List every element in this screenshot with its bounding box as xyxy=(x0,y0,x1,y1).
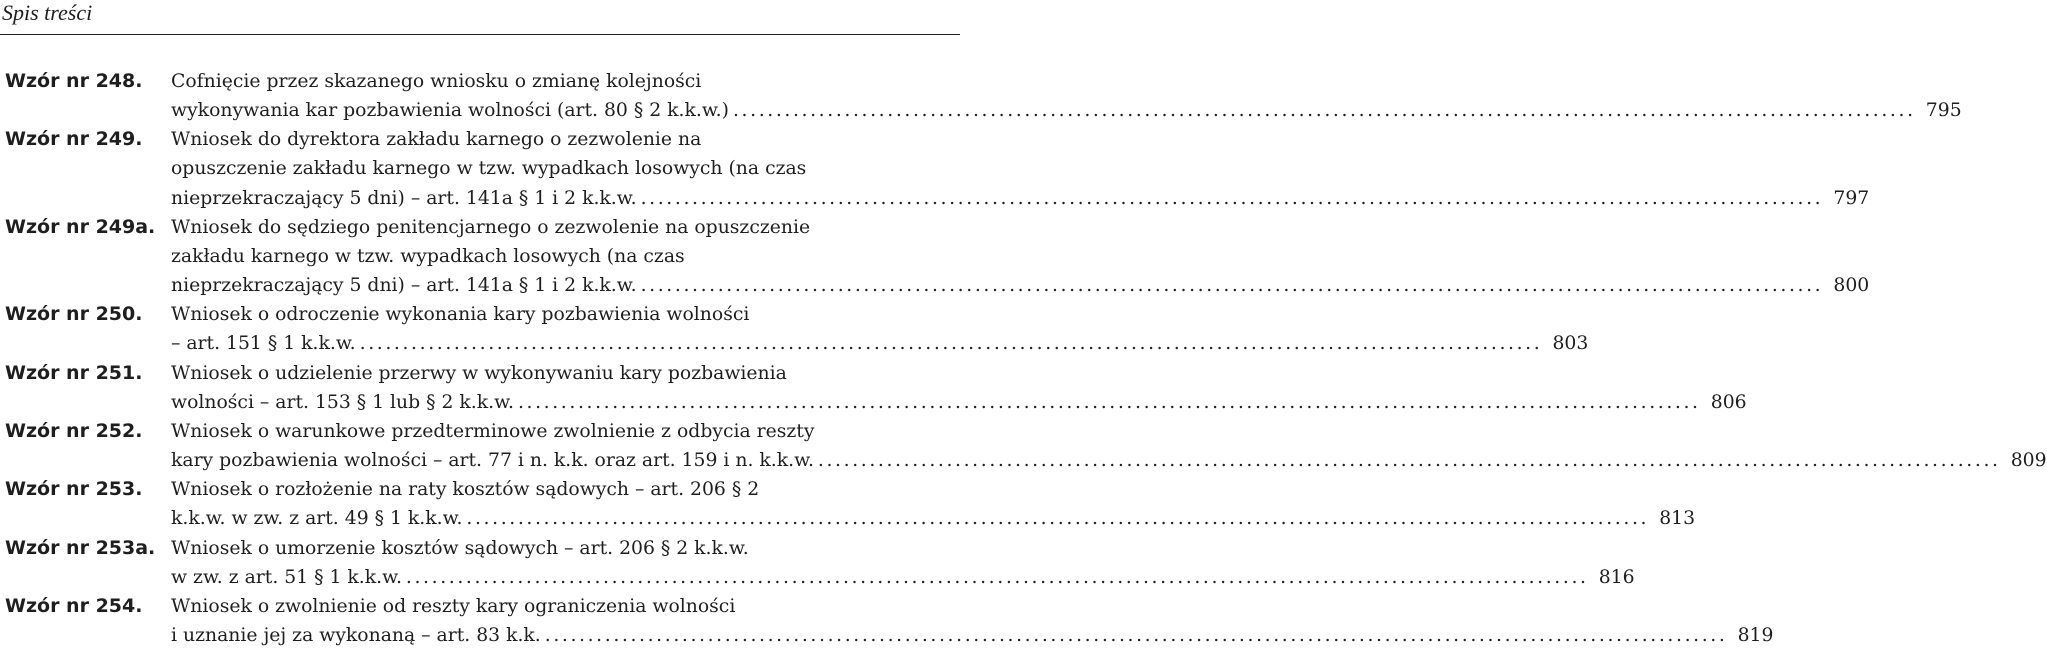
toc-entry-line-text: w zw. z art. 51 § 1 k.k.w. xyxy=(171,566,402,588)
toc-entry-line xyxy=(171,563,1635,592)
toc-entry-number: Wzór nr 251. xyxy=(5,361,143,384)
toc-entry[interactable] xyxy=(5,359,1747,417)
toc-entry-line xyxy=(171,271,1869,300)
toc-page-number[interactable]: 816 xyxy=(1598,566,1635,588)
toc-entry-line xyxy=(171,242,1869,271)
toc-entry-number: Wzór nr 248. xyxy=(5,70,143,92)
toc-entry-line-text: – art. 151 § 1 k.k.w. xyxy=(171,333,356,355)
dot-leader: .......................................................................................................................................... xyxy=(517,391,1701,413)
toc-page-number[interactable]: 795 xyxy=(1925,100,1962,122)
toc-page-number[interactable]: 797 xyxy=(1833,187,1870,209)
toc-entry-number: Wzór nr 253. xyxy=(5,478,143,501)
toc-entry-line xyxy=(171,446,2047,475)
page-header-title: Spis treści xyxy=(2,0,93,25)
toc-entry-title xyxy=(171,213,1869,300)
toc-entry[interactable] xyxy=(5,67,1962,125)
toc-entry[interactable] xyxy=(5,534,1635,592)
toc-entry-line-text: opuszczenie zakładu karnego w tzw. wypadkach losowych (na czas xyxy=(171,158,807,180)
toc-entry-line-text: nieprzekraczający 5 dni) – art. 141a § 1 i 2 k.k.w. xyxy=(171,275,637,297)
toc-entry-title xyxy=(171,534,1635,592)
toc-entry-line xyxy=(171,125,1869,154)
toc-entry-title xyxy=(171,475,1695,533)
dot-leader: .......................................................................................................................................... xyxy=(640,187,1824,209)
header-divider xyxy=(0,34,960,35)
toc-entry-line xyxy=(171,475,1695,504)
toc-entry-number: Wzór nr 254. xyxy=(5,594,143,617)
toc-entry[interactable] xyxy=(5,592,1774,650)
toc-entry-line xyxy=(171,388,1747,417)
table-of-contents xyxy=(5,67,2047,650)
toc-entry-line-text: Wniosek o udzielenie przerwy w wykonywaniu kary pozbawienia xyxy=(171,362,787,384)
dot-leader: .......................................................................................................................................... xyxy=(544,624,1728,646)
toc-entry[interactable] xyxy=(5,417,2047,475)
toc-entry-title xyxy=(171,359,1747,417)
toc-entry-line xyxy=(171,300,1588,329)
toc-entry-line xyxy=(171,592,1773,621)
toc-page-number[interactable]: 800 xyxy=(1833,275,1870,297)
toc-entry-line-text: Wniosek do sędziego penitencjarnego o zezwolenie na opuszczenie xyxy=(171,216,811,238)
toc-entry-line-text: nieprzekraczający 5 dni) – art. 141a § 1 i 2 k.k.w. xyxy=(171,187,637,209)
toc-entry-line xyxy=(171,184,1869,213)
toc-entry[interactable] xyxy=(5,125,1870,212)
toc-page-number[interactable]: 806 xyxy=(1710,391,1747,413)
toc-entry-number: Wzór nr 250. xyxy=(5,303,143,326)
toc-entry-line-text: Wniosek o odroczenie wykonania kary pozbawienia wolności xyxy=(171,304,750,326)
toc-entry-number: Wzór nr 253a. xyxy=(5,536,156,559)
toc-page-number[interactable]: 803 xyxy=(1552,333,1589,355)
toc-entry-line-text: kary pozbawienia wolności – art. 77 i n. k.k. oraz art. 159 i n. k.k.w. xyxy=(171,450,814,472)
toc-entry[interactable] xyxy=(5,213,1870,300)
toc-entry-line-text: i uznanie jej za wykonaną – art. 83 k.k. xyxy=(171,624,541,646)
toc-page-number[interactable]: 813 xyxy=(1659,508,1696,530)
toc-entry-line-text: zakładu karnego w tzw. wypadkach losowych (na czas xyxy=(171,245,685,267)
toc-page-number[interactable]: 809 xyxy=(2010,450,2047,472)
toc-entry-title xyxy=(171,67,1962,125)
dot-leader: .......................................................................................................................................... xyxy=(359,333,1543,355)
toc-entry-line xyxy=(171,417,2047,446)
dot-leader: .......................................................................................................................................... xyxy=(817,450,2001,472)
toc-entry-line xyxy=(171,329,1588,358)
toc-entry[interactable] xyxy=(5,300,1589,358)
toc-entry-line-text: wykonywania kar pozbawienia wolności (art. 80 § 2 k.k.w.) xyxy=(171,100,729,122)
toc-entry-number: Wzór nr 249. xyxy=(5,128,143,151)
toc-entry-line-text: Wniosek o warunkowe przedterminowe zwolnienie z odbycia reszty xyxy=(171,420,815,442)
toc-entry[interactable] xyxy=(5,475,1696,533)
dot-leader: .......................................................................................................................................... xyxy=(405,566,1589,588)
toc-entry-line-text: Wniosek do dyrektora zakładu karnego o zezwolenie na xyxy=(171,129,702,151)
toc-entry-line-text: k.k.w. w zw. z art. 49 § 1 k.k.w. xyxy=(171,508,463,530)
toc-entry-line xyxy=(171,213,1869,242)
toc-entry-line-text: Wniosek o umorzenie kosztów sądowych – art. 206 § 2 k.k.w. xyxy=(171,537,749,559)
toc-entry-number: Wzór nr 252. xyxy=(5,419,143,442)
toc-entry-line-text: Wniosek o rozłożenie na raty kosztów sądowych – art. 206 § 2 xyxy=(171,479,760,501)
dot-leader: .......................................................................................................................................... xyxy=(466,508,1650,530)
toc-entry-line xyxy=(171,359,1747,388)
dot-leader: .......................................................................................................................................... xyxy=(732,100,1916,122)
toc-entry-line xyxy=(171,96,1962,125)
toc-entry-line xyxy=(171,154,1869,183)
toc-entry-line-text: Cofnięcie przez skazanego wniosku o zmianę kolejności xyxy=(171,71,702,92)
toc-entry-title xyxy=(171,592,1773,650)
toc-entry-line-text: Wniosek o zwolnienie od reszty kary ograniczenia wolności xyxy=(171,595,736,617)
toc-entry-title xyxy=(171,300,1588,358)
toc-page-number[interactable]: 819 xyxy=(1737,624,1774,646)
toc-entry-number: Wzór nr 249a. xyxy=(5,215,156,238)
dot-leader: .......................................................................................................................................... xyxy=(640,275,1824,297)
toc-entry-line xyxy=(171,504,1695,533)
toc-entry-title xyxy=(171,125,1869,212)
toc-entry-line xyxy=(171,67,1962,96)
toc-entry-title xyxy=(171,417,2047,475)
toc-entry-line xyxy=(171,534,1635,563)
toc-entry-line xyxy=(171,621,1773,650)
toc-entry-line-text: wolności – art. 153 § 1 lub § 2 k.k.w. xyxy=(171,391,514,413)
